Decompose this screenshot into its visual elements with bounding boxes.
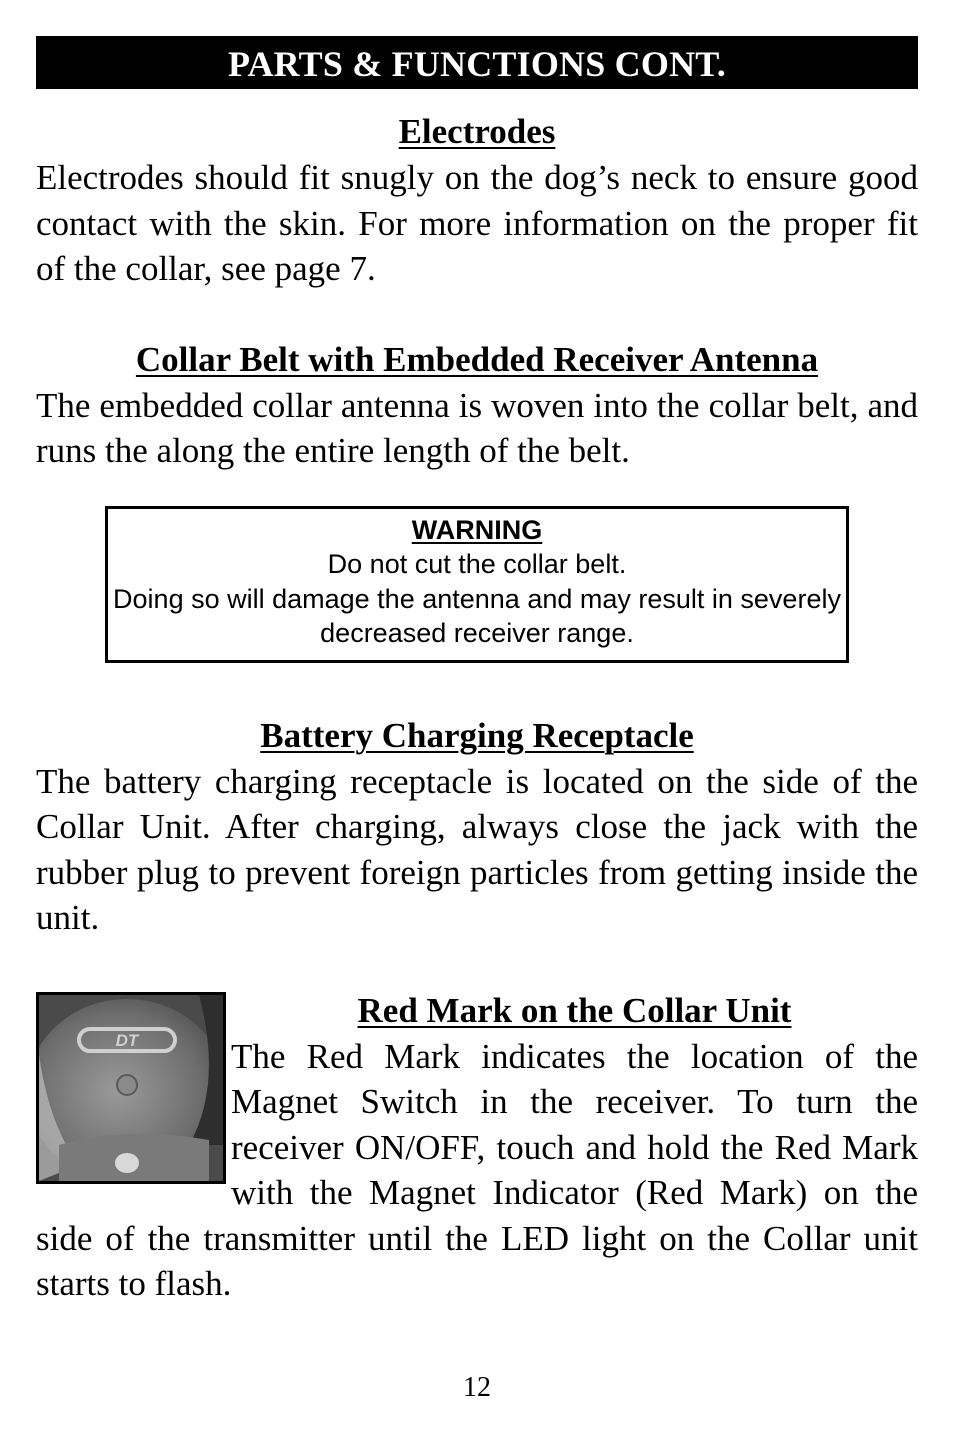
red-mark-heading: Red Mark on the Collar Unit	[357, 990, 792, 1030]
warning-title: WARNING	[411, 514, 543, 545]
page-number: 12	[463, 1372, 491, 1403]
battery-body: The battery charging receptacle is located on the side of the Collar Unit. After charging, always close the jack with the rubber plug to prevent foreign particles from getting inside the unit.	[36, 761, 918, 937]
page-title: PARTS & FUNCTIONS CONT.	[36, 36, 918, 89]
red-mark-section	[36, 988, 918, 1307]
battery-heading: Battery Charging Receptacle	[260, 715, 694, 755]
manual-page	[36, 36, 918, 1307]
warning-line-1: Do not cut the collar belt.	[327, 549, 627, 579]
warning-box	[105, 506, 849, 663]
electrodes-heading: Electrodes	[398, 112, 556, 151]
warning-line-2: Doing so will damage the antenna and may result in severely decreased receiver range.	[113, 583, 841, 648]
red-mark-body: The Red Mark indicates the location of the Magnet Switch in the receiver. To turn the receiver ON/OFF, touch and hold the Red Mark with the Magnet Indicator (Red Mark) on the side of the transmitter until the LED light on the Collar unit starts to flash.	[36, 1036, 918, 1303]
collar-belt-heading: Collar Belt with Embedded Receiver Antenna	[135, 339, 819, 379]
electrodes-body: Electrodes should fit snugly on the dog’s neck to ensure good contact with the skin. For more information on the proper fit of the collar, see page 7.	[36, 158, 918, 288]
collar-unit-photo	[36, 992, 226, 1184]
collar-unit-image	[39, 995, 223, 1181]
collar-belt-body: The embedded collar antenna is woven into the collar belt, and runs the along the entire length of the belt.	[36, 385, 918, 470]
photo-logo: DT	[115, 1030, 139, 1050]
